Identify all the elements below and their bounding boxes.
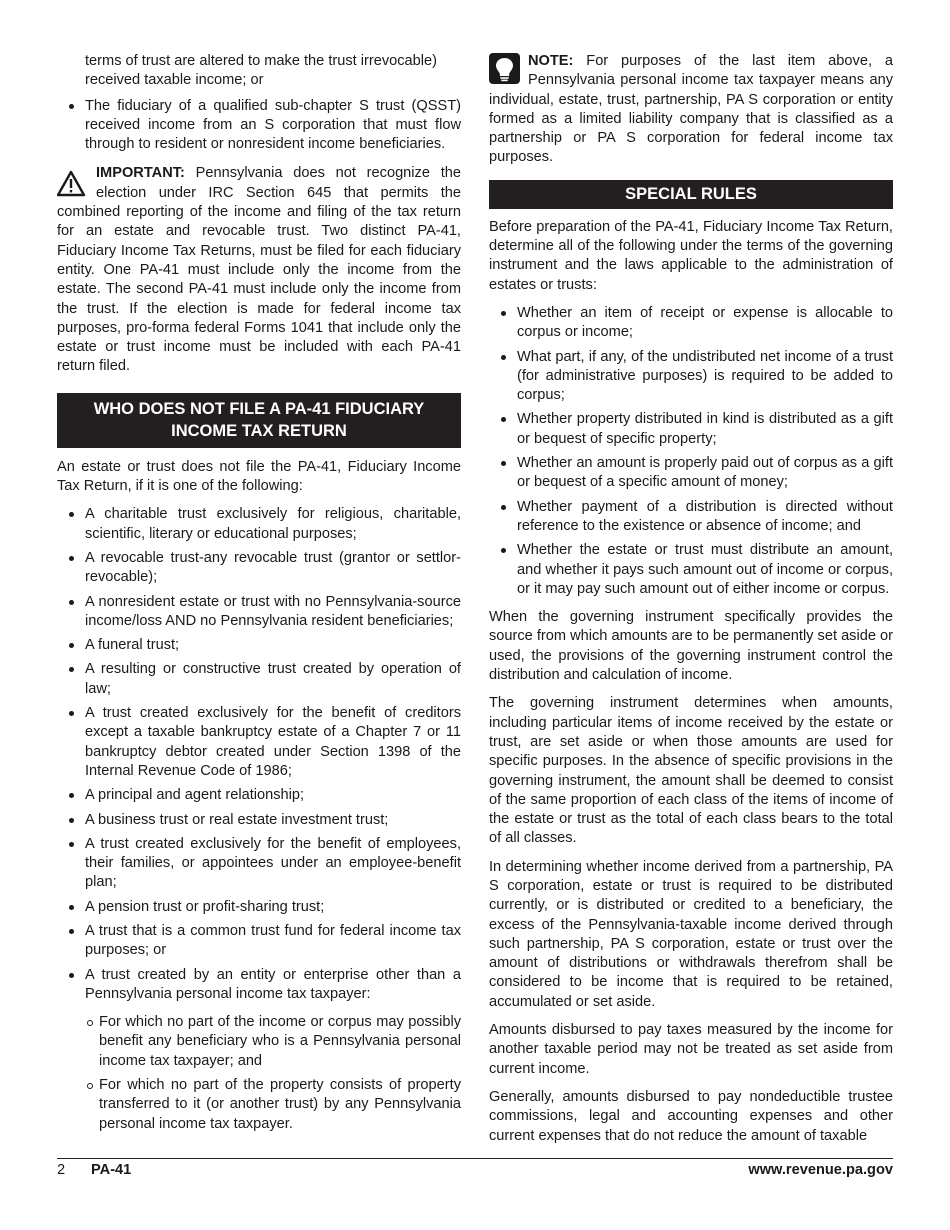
section-lead: An estate or trust does not file the PA-41, Fiduciary Income Tax Return, if it is one of the following: [57,458,461,495]
list-item: A funeral trust; [57,636,461,655]
footer-divider [57,1158,893,1159]
list-item: A principal and agent relationship; [57,786,461,805]
important-text: Pennsylvania does not recognize the election under IRC Section 645 that permits the combined reporting of the income and filing of the tax return for an estate and revocable trust. Two distinct PA-41, Fiduciary Income Tax Returns, must be filed for each fiduciary entity. One PA-41 must include only the income from the estate. The second PA-41 must include only the income from the trust. If the election is made for federal income tax purposes, pro-forma federal Forms 1041 that include only the estate or trust income must be included with each PA-41 return filed. [57,165,461,375]
list-item: A resulting or constructive trust created by operation of law; [57,660,461,699]
list-item: Whether payment of a distribution is directed without reference to the existence or absence of income; and [489,498,893,537]
important-label: IMPORTANT: [96,165,185,182]
list-item: Whether property distributed in kind is distributed as a gift or bequest of specific property; [489,410,893,449]
list-item: A charitable trust exclusively for religious, charitable, scientific, literary or educational purposes; [57,505,461,544]
page-number: 2 [57,1162,66,1178]
intro-list [57,97,461,155]
note-callout [489,52,893,168]
sub-list-item: For which no part of the property consists of property transferred to it (or another trust) by any Pennsylvania personal income tax taxpayer. [57,1076,461,1134]
list-item: A revocable trust-any revocable trust (grantor or settlor-revocable); [57,549,461,588]
note-label: NOTE: [528,53,574,69]
list-item: A pension trust or profit-sharing trust; [57,898,461,917]
list-item: A trust that is a common trust fund for federal income tax purposes; or [57,922,461,961]
list-item: A nonresident estate or trust with no Pennsylvania-source income/loss AND no Pennsylvania resident beneficiaries; [57,593,461,632]
exempt-entity-list [57,505,461,1004]
body-paragraph: In determining whether income derived from a partnership, PA S corporation, estate or trust is required to be distributed currently, or is distributed or credited to a beneficiary, the excess of the Pennsylvania-taxable income derived through such partnership, PA S corporation, estate or trust over the amount of distributions or withdrawals therefrom shall be considered to be income that is required to be retained, accumulated or set aside. [489,858,893,1010]
list-item: A business trust or real estate investment trust; [57,811,461,830]
lightbulb-icon [489,52,525,90]
section-lead: Before preparation of the PA-41, Fiduciary Income Tax Return, determine all of the following under the terms of the governing instrument and the laws applicable to the administration of estates or trusts: [489,218,893,293]
list-item: The fiduciary of a qualified sub-chapter S trust (QSST) received income from an S corporation that must flow through to resident or nonresident income beneficiaries. [57,97,461,155]
left-column [57,52,461,1139]
list-item: A trust created exclusively for the benefit of employees, their families, or appointees under an employee-benefit plan; [57,835,461,893]
sub-list [57,1013,461,1134]
body-paragraph: Amounts disbursed to pay taxes measured by the income for another taxable period may not be treated as set aside from current income. [489,1022,893,1077]
note-text: For purposes of the last item above, a Pennsylvania personal income tax taxpayer means any individual, estate, trust, partnership, PA S corporation or entity formed as a limited liability company that is classified as a partnership or PA S corporation for federal income tax purposes. [489,53,893,166]
special-rules-list [489,304,893,599]
right-column [489,52,893,1155]
sub-list-item: For which no part of the income or corpus may possibly benefit any beneficiary who is a Pennsylvania personal income tax taxpayer; and [57,1013,461,1071]
list-item: A trust created exclusively for the benefit of creditors except a taxable bankruptcy estate of a Chapter 7 or 11 bankruptcy debtor created under Section 1398 of the Internal Revenue Code of 1986; [57,704,461,781]
form-name: PA-41 [91,1162,132,1178]
section-heading-special-rules: SPECIAL RULES [489,180,893,209]
warning-triangle-icon [57,164,93,202]
important-callout [57,164,461,376]
continued-text: terms of trust are altered to make the trust irrevocable) received taxable income; or [85,53,438,89]
body-paragraph: Generally, amounts disbursed to pay nondeductible trustee commissions, legal and accounting expenses and other current expenses that do not reduce the amount of taxable [489,1088,893,1144]
website-link[interactable]: www.revenue.pa.gov [748,1162,893,1178]
body-paragraph: The governing instrument determines when amounts, including particular items of income received by the estate or trust, are set aside or when those amounts are used for specific purposes. In the absence of specific provisions in the governing instrument, the amount shall be deemed to consist of the same proportion of each class of the items of income of the estate or trust as the total of each class bears to the total of all classes. [489,695,893,847]
list-item: What part, if any, of the undistributed net income of a trust (for administrative purposes) is required to be added to corpus; [489,348,893,406]
body-paragraph: When the governing instrument specifically provides the source from which amounts are to be permanently set aside or used, the provisions of the governing instrument control the distribution and calculation of income. [489,609,893,684]
section-heading-who-does-not-file: WHO DOES NOT FILE A PA-41 FIDUCIARY INCOME TAX RETURN [57,393,461,448]
list-item: Whether an item of receipt or expense is allocable to corpus or income; [489,304,893,343]
list-item: A trust created by an entity or enterprise other than a Pennsylvania personal income tax taxpayer: [57,966,461,1005]
list-item: Whether an amount is properly paid out of corpus as a gift or bequest of a specific amount of money; [489,454,893,493]
list-item: Whether the estate or trust must distribute an amount, and whether it pays such amount out of income or corpus, or it may pay such amount out of either income or corpus. [489,541,893,599]
